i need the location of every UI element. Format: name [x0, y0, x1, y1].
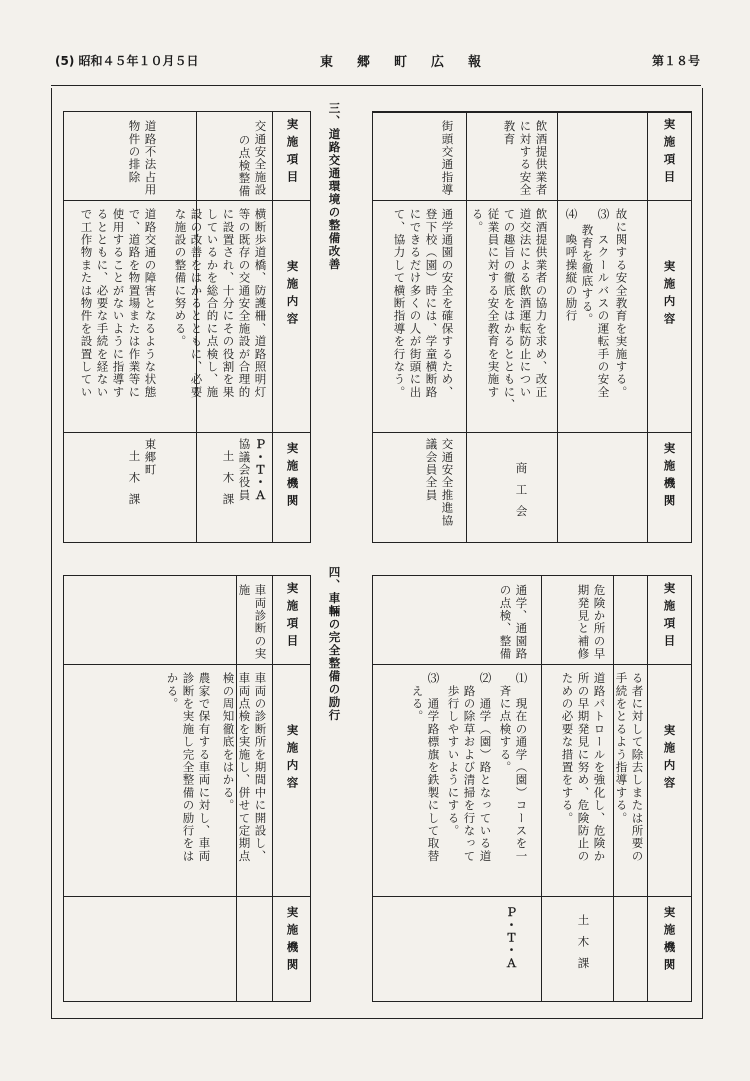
- bl-row1-content-3: 農家で保有する車両に対し、車両: [197, 672, 212, 863]
- row2-content-0: 飲酒提供業者の協力を求め、改正: [534, 208, 549, 399]
- tl-row2-item-1: 物件の排除: [127, 120, 142, 184]
- tl-row1-content-3: しているかを総合的に点検し、施: [205, 208, 220, 399]
- row1-content-1: 教育を徹底する。: [580, 224, 595, 326]
- row2-content-1: 道交法による飲酒運転防止につい: [518, 208, 533, 399]
- br-row2-item-0: 危険か所の早: [592, 584, 607, 661]
- br-row3-content-6: える。: [410, 672, 425, 723]
- bl-header-agency: 実施機関: [285, 906, 300, 976]
- tl-row2-content-0: 道路交通の障害となるような状態: [143, 208, 158, 399]
- tl-row1-item-0: 交通安全施設: [253, 120, 268, 197]
- br-row3-content-3: 路の除草および清掃を行なって: [462, 672, 477, 863]
- row3-item-0: 街頭交通指導: [440, 120, 455, 197]
- bl-row1-item-0: 車両診断の実: [253, 584, 268, 661]
- bottom-right-table: [372, 575, 692, 1002]
- issue-number: 第１８号: [651, 54, 700, 68]
- br-row3-content-0: ⑴ 現在の通学（園）コースを一: [514, 672, 529, 863]
- br-row3-item-1: の点検、整備: [498, 584, 513, 661]
- header-item-left: 実施項目: [285, 118, 300, 188]
- row3-agency-0: 交通安全推進協: [440, 438, 455, 527]
- br-row1-content-0: る者に対して除去しまたは所要の: [630, 672, 645, 863]
- tl-row2-content-2: 使用することがないように指導す: [111, 208, 126, 399]
- br-row3-content-4: 歩行しやすいようにする。: [446, 672, 461, 838]
- tl-row2-agency-1: 土木課: [127, 450, 142, 515]
- br-row3-content-2: ⑵ 通学（園）路となっている道: [478, 672, 493, 863]
- tl-row2-agency-0: 東郷町: [143, 438, 158, 477]
- bl-row1-content-5: かる。: [165, 672, 180, 711]
- tl-row1-agency-0: Ｐ・Ｔ・Ａ: [253, 438, 268, 502]
- br-row3-agency: Ｐ・Ｔ・Ａ: [504, 906, 519, 970]
- section-3-title: 三、道路交通環境の整備改善: [327, 102, 342, 271]
- row1-content-0: ⑶ スクールバスの運転手の安全: [596, 208, 611, 399]
- row2-content-2: ての趣旨の徹底をはかるとともに、: [502, 208, 517, 412]
- br-row3-item-0: 通学、通園路: [514, 584, 529, 661]
- tl-row2-content-3: るとともに、必要な手続を経ない: [95, 208, 110, 399]
- newsletter-title: 東郷町広報: [320, 55, 506, 70]
- row2-agency: 商工会: [514, 462, 529, 527]
- header-content: 実施内容: [662, 260, 677, 330]
- tl-row1-item-1: の点検整備: [237, 134, 252, 198]
- br-header-agency: 実施機関: [662, 906, 677, 976]
- bl-row1-content-1: 車両点検を実施し、併せて定期点: [237, 672, 252, 863]
- header-item: 実施項目: [662, 118, 677, 188]
- header-content-left: 実施内容: [285, 260, 300, 330]
- top-left-table: [63, 111, 311, 543]
- tl-row1-content-1: 等の既存の交通安全施設が合理的: [237, 208, 252, 399]
- tl-row1-content-4: 設の改善をはかるとともに、必要: [189, 208, 204, 399]
- br-row3-content-5: ⑶ 通学路標旗を鉄製にして取替: [426, 672, 441, 863]
- bottom-left-table: [63, 575, 311, 1002]
- tl-row1-content-0: 横断歩道橋、防護柵、道路照明灯: [253, 208, 268, 399]
- row3-content-1: 登下校（園）時には、学童横断路: [424, 208, 439, 399]
- tl-row2-content-4: で工作物または物件を設置してい: [79, 208, 94, 399]
- issue-date: (5) 昭和４５年１０月５日: [55, 54, 199, 68]
- row2-content-4: る。: [470, 208, 485, 234]
- br-header-item: 実施項目: [662, 582, 677, 652]
- row3-agency-1: 議会員全員: [424, 438, 439, 502]
- tl-row2-item-0: 道路不法占用: [143, 120, 158, 197]
- bl-row1-content-4: 診断を実施し完全整備の励行をは: [181, 672, 196, 863]
- br-row2-content-0: 道路パトロールを強化し、危険か: [592, 672, 607, 863]
- br-row2-agency: 土木課: [576, 914, 591, 979]
- tl-row1-agency-2: 土木課: [221, 450, 236, 515]
- page-header: [55, 50, 700, 72]
- bl-row1-content-0: 車両の診断所を期間中に開設し、: [253, 672, 268, 863]
- section-4-title: 四、車輛の完全整備の励行: [327, 566, 342, 722]
- bl-header-content: 実施内容: [285, 724, 300, 794]
- header-agency-left: 実施機関: [285, 442, 300, 512]
- br-row2-item-1: 期発見と補修: [576, 584, 591, 661]
- row3-content-3: て、協力して横断指導を行なう。: [392, 208, 407, 399]
- br-row1-content-1: 手続をとるよう指導する。: [614, 672, 629, 825]
- row3-content-0: 通学通園の安全を確保するため、: [440, 208, 455, 399]
- br-header-content: 実施内容: [662, 724, 677, 794]
- row3-content-2: にできるだけ多くの人が街頭に出: [408, 208, 423, 399]
- br-row3-content-1: 斉に点検する。: [498, 672, 513, 774]
- row-lead-text: 故に関する安全教育を実施する。: [614, 208, 629, 399]
- br-row2-content-2: ための必要な措置をする。: [560, 672, 575, 825]
- row2-item-2: 教育: [502, 120, 517, 146]
- page-frame-top: [51, 85, 701, 86]
- bl-header-item: 実施項目: [285, 582, 300, 652]
- tl-row1-content-2: に設置され、十分にその役割を果: [221, 208, 236, 399]
- tl-row1-agency-1: 協議会役員: [237, 438, 252, 502]
- tl-row2-content-1: で、道路を物置場または作業等に: [127, 208, 142, 399]
- br-row2-content-1: 所の早期発見に努め、危険防止の: [576, 672, 591, 863]
- row1-content-2: ⑷ 喚呼操縦の励行: [564, 208, 579, 323]
- header-agency: 実施機関: [662, 442, 677, 512]
- bl-row1-item-1: 施: [237, 584, 252, 597]
- row2-item-1: に対する安全: [518, 120, 533, 197]
- row2-content-3: 従業員に対する安全教育を実施す: [486, 208, 501, 399]
- top-right-table: [372, 111, 692, 543]
- tl-row1-content-5: な施設の整備に努める。: [173, 208, 188, 348]
- row2-item-0: 飲酒提供業者: [534, 120, 549, 197]
- bl-row1-content-2: 検の周知徹底をはかる。: [221, 672, 236, 812]
